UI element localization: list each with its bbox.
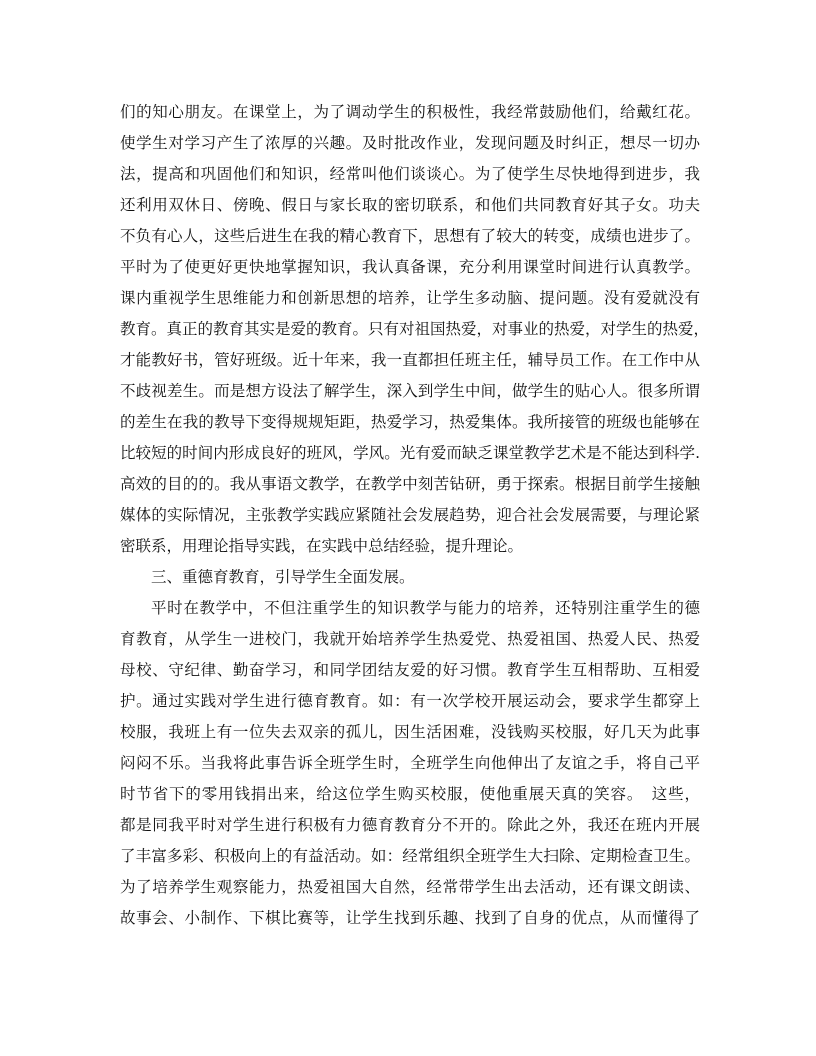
text-line: 们的知心朋友。在课堂上，为了调动学生的积极性，我经常鼓励他们，给戴红花。 <box>120 103 700 121</box>
text-line: 使学生对学习产生了浓厚的兴趣。及时批改作业，发现问题及时纠正，想尽一切办 <box>120 134 700 152</box>
text-line: 平时为了使更好更快地掌握知识，我认真备课，充分利用课堂时间进行认真教学。 <box>120 258 700 276</box>
text-line: 比较短的时间内形成良好的班风，学风。光有爱而缺乏课堂教学艺术是不能达到科学. <box>120 444 700 462</box>
text-line: 教育。真正的教育其实是爱的教育。只有对祖国热爱，对事业的热爱，对学生的热爱， <box>120 320 710 338</box>
text-line: 校服，我班上有一位失去双亲的孤儿，因生活困难，没钱购买校服，好几天为此事 <box>120 723 700 741</box>
text-line: 母校、守纪律、勤奋学习，和同学团结友爱的好习惯。教育学生互相帮助、互相爱 <box>120 661 700 679</box>
text-line: 高效的目的的。我从事语文教学，在教学中刻苦钻研，勇于探索。根据目前学生接触 <box>120 475 700 493</box>
text-line: 育教育，从学生一进校门，我就开始培养学生热爱党、热爱祖国、热爱人民、热爱 <box>120 630 700 648</box>
text-line: 平时在教学中，不但注重学生的知识教学与能力的培养，还特别注重学生的德 <box>151 599 700 617</box>
text-line: 才能教好书，管好班级。近十年来，我一直都担任班主任，辅导员工作。在工作中从 <box>120 351 700 369</box>
text-line: 闷闷不乐。当我将此事告诉全班学生时，全班学生向他伸出了友谊之手，将自己平 <box>120 754 700 772</box>
document-body <box>120 97 710 934</box>
text-line: 不负有心人，这些后进生在我的精心教育下，思想有了较大的转变，成绩也进步了。 <box>120 227 700 245</box>
text-line: 密联系，用理论指导实践，在实践中总结经验，提升理论。 <box>120 537 524 555</box>
text-line: 课内重视学生思维能力和创新思想的培养，让学生多动脑、提问题。没有爱就没有 <box>120 289 700 307</box>
text-line: 护。通过实践对学生进行德育教育。如：有一次学校开展运动会，要求学生都穿上 <box>120 692 700 710</box>
text-line: 媒体的实际情况，主张教学实践应紧随社会发展趋势，迎合社会发展需要，与理论紧 <box>120 506 700 524</box>
text-line: 了丰富多彩、积极向上的有益活动。如：经常组织全班学生大扫除、定期检查卫生。 <box>120 847 700 865</box>
text-line: 还利用双休日、傍晚、假日与家长取的密切联系，和他们共同教育好其子女。功夫 <box>120 196 700 214</box>
section-heading: 三、重德育教育，引导学生全面发展。 <box>151 568 415 586</box>
text-line: 不歧视差生。而是想方设法了解学生，深入到学生中间，做学生的贴心人。很多所谓 <box>120 382 700 400</box>
text-line: 法，提高和巩固他们和知识，经常叫他们谈谈心。为了使学生尽快地得到进步，我 <box>120 165 700 183</box>
text-line: 为了培养学生观察能力，热爱祖国大自然，经常带学生出去活动，还有课文朗读、 <box>120 878 700 896</box>
text-line: 时节省下的零用钱捐出来，给这位学生购买校服，使他重展天真的笑容。 这些， <box>120 785 700 803</box>
text-line: 的差生在我的教导下变得规规矩距，热爱学习，热爱集体。我所接管的班级也能够在 <box>120 413 700 431</box>
text-line: 都是同我平时对学生进行积极有力德育教育分不开的。除此之外，我还在班内开展 <box>120 816 700 834</box>
text-line: 故事会、小制作、下棋比赛等，让学生找到乐趣、找到了自身的优点，从而懂得了 <box>120 909 700 927</box>
